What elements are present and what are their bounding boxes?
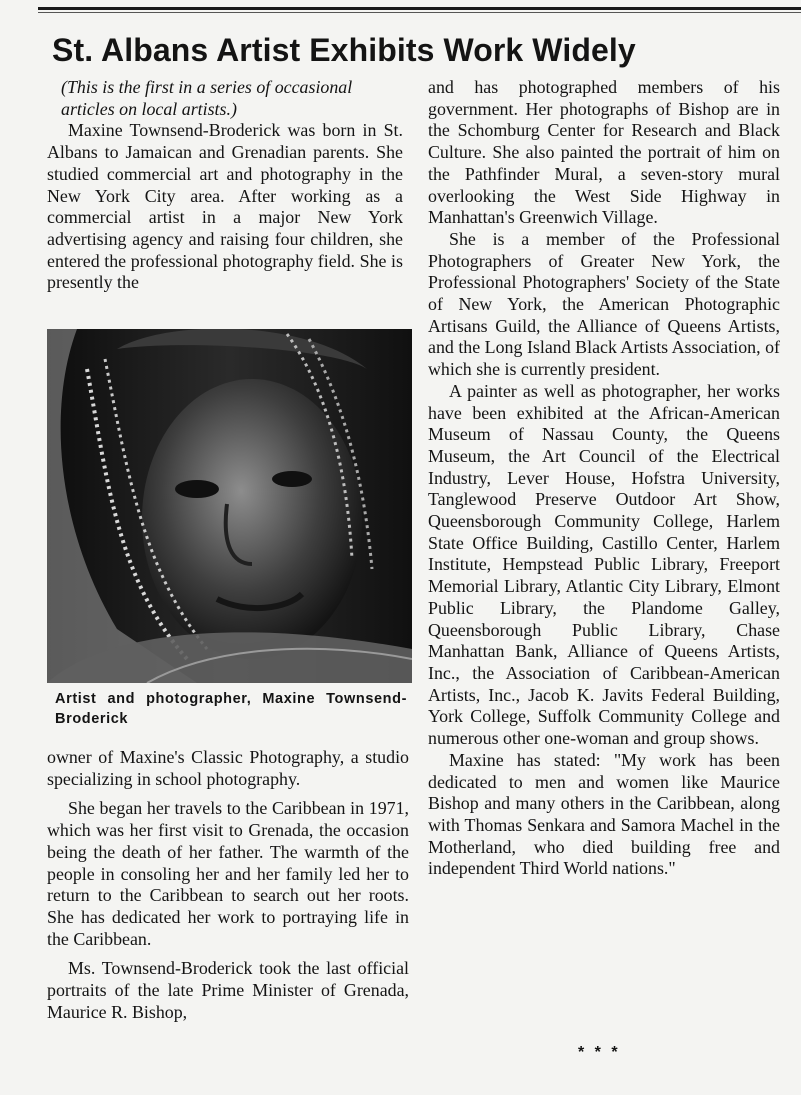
portrait-image (47, 329, 412, 683)
paragraph-intro: Maxine Townsend-Broderick was born in St. Albans to Jamaican and Grenadian parents. She studied commercial art and photography in the New York City area. After working as a commercial artist in a major New York advertising agency and raising four children, she entered the professional photography field. She is presently the (47, 120, 403, 293)
paragraph-bishop: Ms. Townsend-Broderick took the last official portraits of the late Prime Minister of Grenada, Maurice R. Bishop, (47, 958, 409, 1022)
top-rule (38, 7, 801, 10)
paragraph-studio: owner of Maxine's Classic Photography, a studio specializing in school photography. (47, 747, 409, 789)
column-1-top (47, 77, 403, 294)
photo-caption: Artist and photographer, Maxine Townsend-Broderick (55, 691, 407, 727)
portrait-photo (47, 329, 412, 683)
top-rule-thin (38, 12, 801, 13)
end-mark: * * * (578, 1044, 621, 1061)
paragraph-government: and has photographed members of his government. Her photographs of Bishop are in the Schomburg Center for Research and Black Culture. She also painted the portrait of him on the Pathfinder Mural, a seven-story mural overlooking the West Side Highway in Manhattan's Greenwich Village. (428, 77, 780, 228)
column-2 (428, 77, 780, 880)
paragraph-caribbean: She began her travels to the Caribbean in 1971, which was her first visit to Grenada, the occasion being the death of her father. The warmth of the people in consoling her and her family led her to return to the Caribbean to search out her roots. She has dedicated her work to portraying life in the Caribbean. (47, 798, 409, 949)
paragraph-quote: Maxine has stated: "My work has been dedicated to men and women like Maurice Bishop and many others in the Caribbean, along with Thomas Senkara and Samora Machel in the Motherland, who died building free and independent Third World nations." (428, 749, 780, 879)
column-1-bottom (47, 747, 409, 1023)
series-note: (This is the first in a series of occasional articles on local artists.) (61, 77, 353, 119)
paragraph-exhibitions: A painter as well as photographer, her works have been exhibited at the African-American Museum of Nassau County, the Queens Museum, the Art Council of the Electrical Industry, Lever House, Hofstra University, Tanglewood Preserve Outdoor Art Show, Queensborough Community College, Harlem State Office Building, Castillo Center, Harlem Institute, Hempstead Public Library, Freeport Memorial Library, Atlantic City Library, Elmont Public Library, the Plandome Galley, Queensborough Public Library, Chase Manhattan Bank, Alliance of Queens Artists, Inc., the Association of Caribbean-American Artists, Inc., Jacob K. Javits Federal Building, York College, Suffolk Community College and numerous other one-woman and group shows. (428, 380, 780, 749)
headline: St. Albans Artist Exhibits Work Widely (52, 32, 636, 68)
paragraph-memberships: She is a member of the Professional Photographers of Greater New York, the Professional Photographers' Society of the State of New York, the American Photographic Artisans Guild, the Alliance of Queens Artists, and the Long Island Black Artists Association, of which she is currently president. (428, 228, 780, 380)
